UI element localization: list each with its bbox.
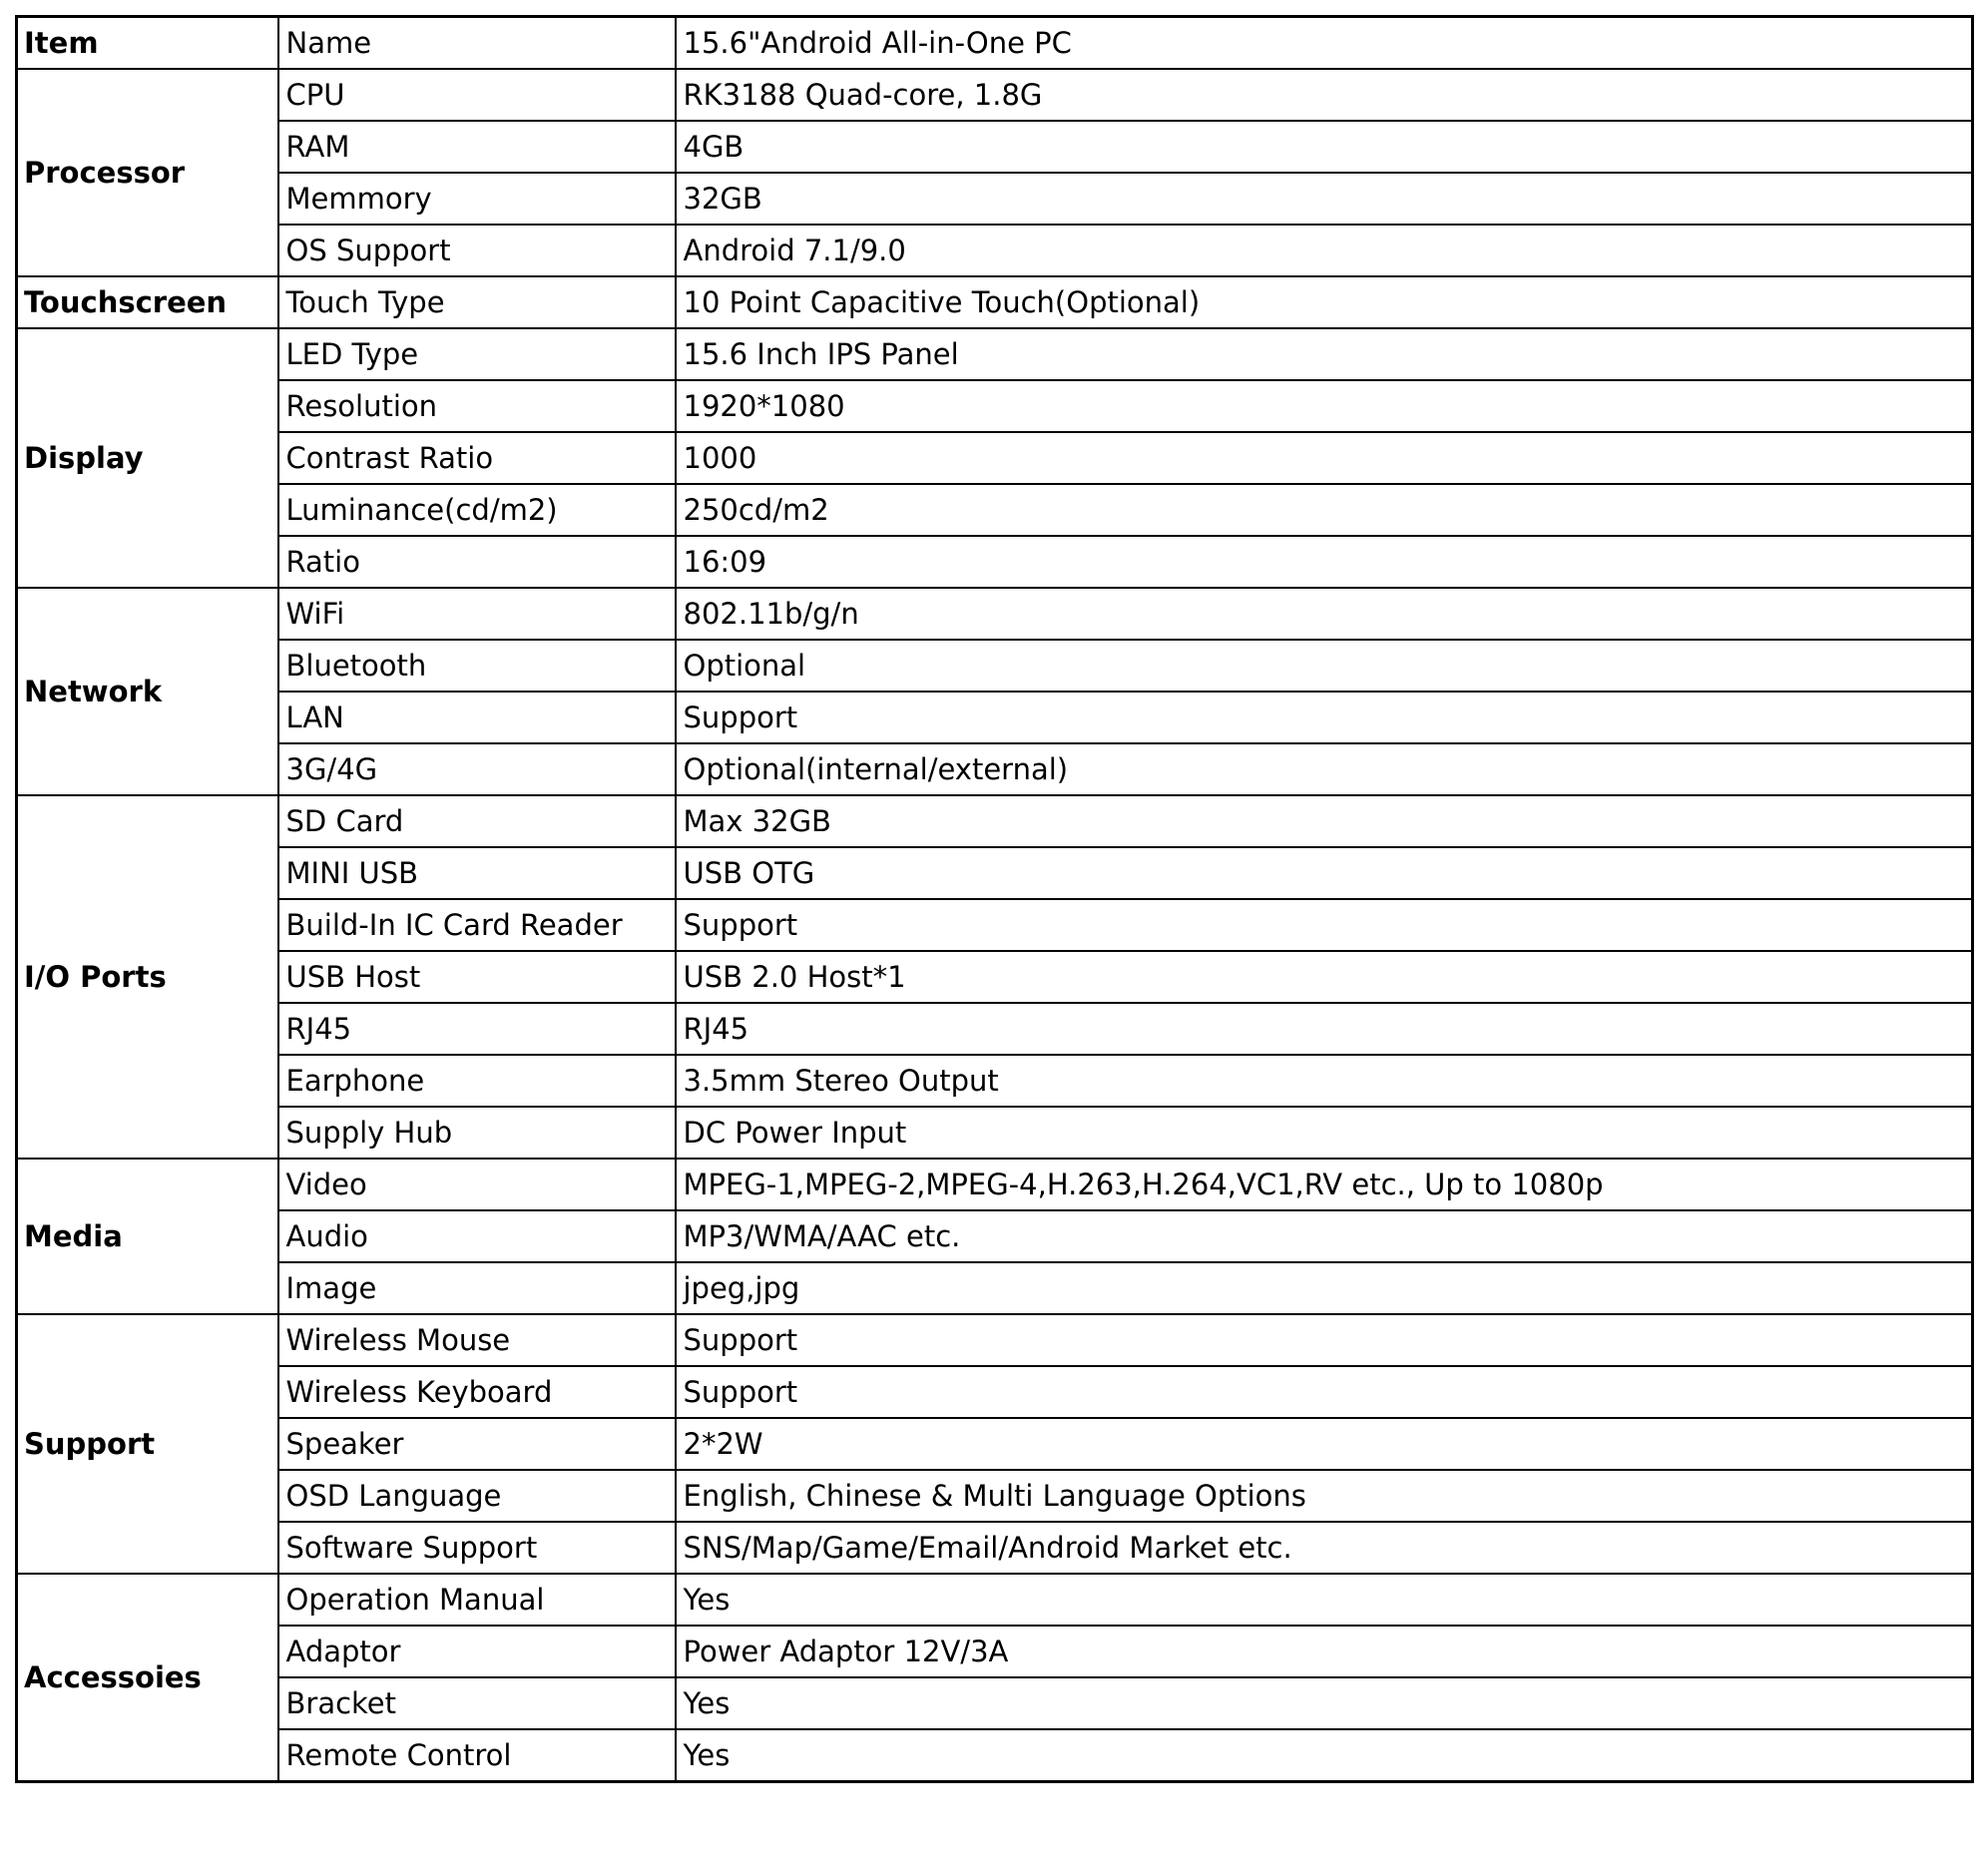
spec-name-cell: Speaker [278, 1418, 676, 1470]
table-row [17, 692, 1973, 743]
table-row [17, 1003, 1973, 1055]
spec-value-cell: Android 7.1/9.0 [676, 225, 1973, 276]
spec-value-cell: Yes [676, 1729, 1973, 1782]
spec-value-cell: 1000 [676, 432, 1973, 484]
table-row [17, 1314, 1973, 1366]
spec-name-cell: Wireless Mouse [278, 1314, 676, 1366]
header-row [17, 17, 1973, 70]
spec-name-cell: Ratio [278, 536, 676, 588]
table-row [17, 951, 1973, 1003]
table-row [17, 1366, 1973, 1418]
spec-name-cell: Remote Control [278, 1729, 676, 1782]
table-row [17, 225, 1973, 276]
table-row [17, 121, 1973, 173]
header-value-cell: 15.6"Android All-in-One PC [676, 17, 1973, 70]
spec-table-body [17, 17, 1973, 1782]
spec-name-cell: Luminance(cd/m2) [278, 484, 676, 536]
table-row [17, 328, 1973, 380]
spec-name-cell: Bluetooth [278, 640, 676, 692]
spec-name-cell: LAN [278, 692, 676, 743]
table-row [17, 1677, 1973, 1729]
spec-value-cell: USB 2.0 Host*1 [676, 951, 1973, 1003]
spec-value-cell: 2*2W [676, 1418, 1973, 1470]
category-cell: Processor [17, 69, 278, 276]
spec-name-cell: Audio [278, 1210, 676, 1262]
spec-value-cell: RK3188 Quad-core, 1.8G [676, 69, 1973, 121]
spec-value-cell: 15.6 Inch IPS Panel [676, 328, 1973, 380]
spec-name-cell: Touch Type [278, 276, 676, 328]
spec-name-cell: RJ45 [278, 1003, 676, 1055]
spec-value-cell: 16:09 [676, 536, 1973, 588]
spec-name-cell: Build-In IC Card Reader [278, 899, 676, 951]
table-row [17, 1574, 1973, 1626]
table-row [17, 743, 1973, 795]
spec-name-cell: Image [278, 1262, 676, 1314]
spec-value-cell: 250cd/m2 [676, 484, 1973, 536]
spec-name-cell: USB Host [278, 951, 676, 1003]
spec-name-cell: CPU [278, 69, 676, 121]
spec-value-cell: RJ45 [676, 1003, 1973, 1055]
table-row [17, 536, 1973, 588]
spec-name-cell: OS Support [278, 225, 676, 276]
table-row [17, 69, 1973, 121]
spec-name-cell: Software Support [278, 1522, 676, 1574]
spec-value-cell: 1920*1080 [676, 380, 1973, 432]
header-name-cell: Name [278, 17, 676, 70]
spec-value-cell: SNS/Map/Game/Email/Android Market etc. [676, 1522, 1973, 1574]
table-row [17, 847, 1973, 899]
category-cell: Support [17, 1314, 278, 1574]
spec-value-cell: 802.11b/g/n [676, 588, 1973, 640]
spec-name-cell: WiFi [278, 588, 676, 640]
header-item-cell: Item [17, 17, 278, 70]
spec-table [15, 15, 1974, 1783]
table-row [17, 380, 1973, 432]
spec-value-cell: Support [676, 1314, 1973, 1366]
spec-value-cell: English, Chinese & Multi Language Options [676, 1470, 1973, 1522]
spec-value-cell: Max 32GB [676, 795, 1973, 847]
table-row [17, 1418, 1973, 1470]
spec-value-cell: DC Power Input [676, 1107, 1973, 1159]
spec-name-cell: MINI USB [278, 847, 676, 899]
table-row [17, 1262, 1973, 1314]
spec-name-cell: LED Type [278, 328, 676, 380]
table-row [17, 1522, 1973, 1574]
category-cell: Accessoies [17, 1574, 278, 1782]
spec-value-cell: Power Adaptor 12V/3A [676, 1626, 1973, 1677]
table-row [17, 1729, 1973, 1782]
spec-value-cell: 10 Point Capacitive Touch(Optional) [676, 276, 1973, 328]
spec-value-cell: MPEG-1,MPEG-2,MPEG-4,H.263,H.264,VC1,RV etc., Up to 1080p [676, 1159, 1973, 1210]
spec-name-cell: Supply Hub [278, 1107, 676, 1159]
spec-value-cell: MP3/WMA/AAC etc. [676, 1210, 1973, 1262]
spec-name-cell: Adaptor [278, 1626, 676, 1677]
spec-value-cell: 4GB [676, 121, 1973, 173]
spec-name-cell: SD Card [278, 795, 676, 847]
spec-value-cell: Optional(internal/external) [676, 743, 1973, 795]
spec-value-cell: Optional [676, 640, 1973, 692]
spec-value-cell: Yes [676, 1677, 1973, 1729]
table-row [17, 1626, 1973, 1677]
spec-name-cell: Resolution [278, 380, 676, 432]
table-row [17, 1107, 1973, 1159]
spec-name-cell: Memmory [278, 173, 676, 225]
spec-name-cell: Earphone [278, 1055, 676, 1107]
spec-name-cell: Video [278, 1159, 676, 1210]
spec-value-cell: Yes [676, 1574, 1973, 1626]
table-row [17, 588, 1973, 640]
category-cell: Display [17, 328, 278, 588]
spec-value-cell: 32GB [676, 173, 1973, 225]
table-row [17, 640, 1973, 692]
spec-value-cell: Support [676, 1366, 1973, 1418]
spec-name-cell: OSD Language [278, 1470, 676, 1522]
spec-name-cell: 3G/4G [278, 743, 676, 795]
spec-value-cell: jpeg,jpg [676, 1262, 1973, 1314]
category-cell: Media [17, 1159, 278, 1314]
spec-value-cell: Support [676, 692, 1973, 743]
spec-value-cell: 3.5mm Stereo Output [676, 1055, 1973, 1107]
table-row [17, 899, 1973, 951]
table-row [17, 795, 1973, 847]
table-row [17, 173, 1973, 225]
spec-name-cell: Bracket [278, 1677, 676, 1729]
table-row [17, 1055, 1973, 1107]
category-cell: Touchscreen [17, 276, 278, 328]
spec-name-cell: Wireless Keyboard [278, 1366, 676, 1418]
spec-value-cell: Support [676, 899, 1973, 951]
spec-name-cell: Operation Manual [278, 1574, 676, 1626]
table-row [17, 484, 1973, 536]
table-row [17, 1159, 1973, 1210]
spec-name-cell: RAM [278, 121, 676, 173]
spec-name-cell: Contrast Ratio [278, 432, 676, 484]
table-row [17, 432, 1973, 484]
table-row [17, 276, 1973, 328]
category-cell: I/O Ports [17, 795, 278, 1159]
table-row [17, 1470, 1973, 1522]
spec-value-cell: USB OTG [676, 847, 1973, 899]
table-row [17, 1210, 1973, 1262]
category-cell: Network [17, 588, 278, 795]
